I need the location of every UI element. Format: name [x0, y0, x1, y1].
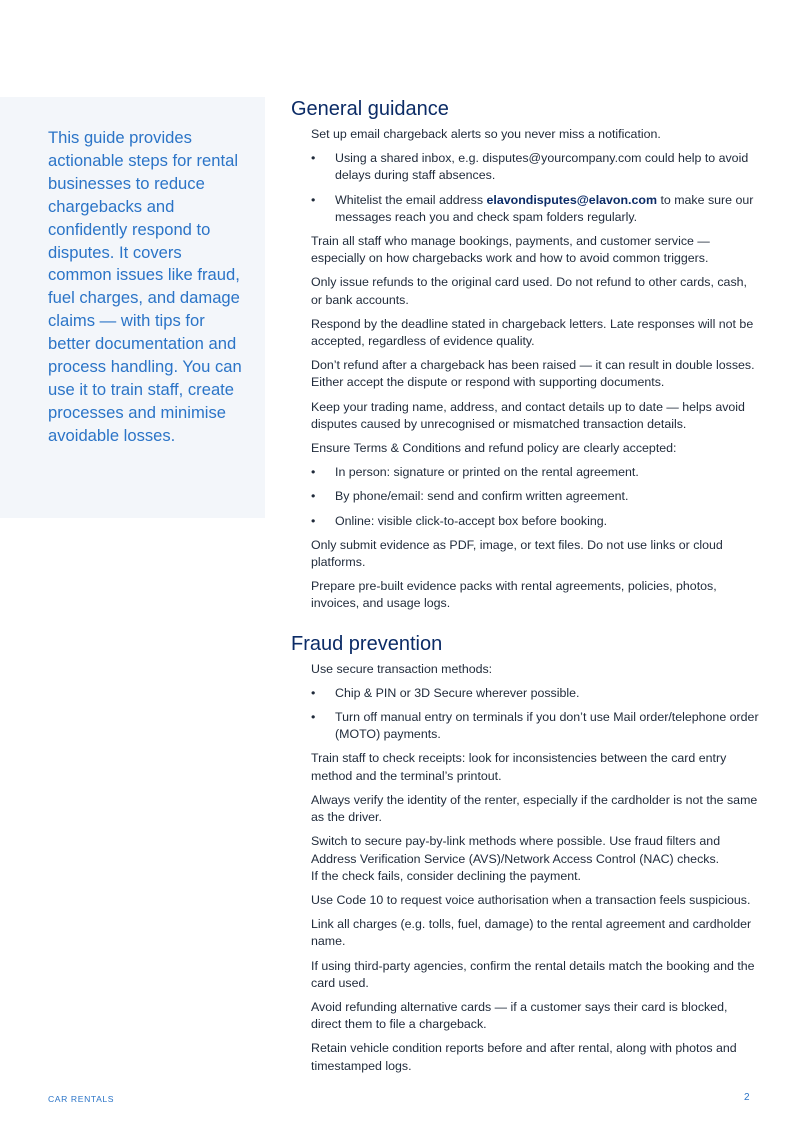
bullet-text: Chip & PIN or 3D Secure wherever possible. — [335, 685, 580, 700]
paragraph: Ensure Terms & Conditions and refund policy are clearly accepted: — [311, 441, 677, 456]
bullet-item — [311, 488, 761, 505]
paragraph: Avoid refunding alternative cards — if a customer says their card is blocked, direct them to file a chargeback. — [311, 999, 728, 1032]
paragraph: Train staff to check receipts: look for inconsistencies between the card entry method and the terminal’s printout. — [311, 751, 727, 783]
bullet-item — [311, 709, 761, 743]
paragraph: Retain vehicle condition reports before and after rental, along with photos and timestamped logs. — [311, 1041, 737, 1073]
paragraph: Use Code 10 to request voice authorisation when a transaction feels suspicious. — [311, 892, 751, 907]
bullet-icon: • — [311, 151, 316, 166]
bullet-item — [311, 150, 761, 184]
paragraph: Use secure transaction methods: — [311, 661, 493, 676]
bullet-text: Turn off manual entry on terminals if you don’t use Mail order/telephone order (MOTO) payments. — [335, 710, 759, 742]
paragraph: Link all charges (e.g. tolls, fuel, damage) to the rental agreement and cardholder name. — [311, 917, 752, 949]
paragraph: Only submit evidence as PDF, image, or text files. Do not use links or cloud platforms. — [311, 537, 723, 570]
bullet-text-suffix: to make sure our messages reach you and check spam folders regularly. — [335, 192, 754, 224]
paragraph: Only issue refunds to the original card used. Do not refund to other cards, cash, or bank accounts. — [311, 275, 747, 307]
bullet-icon: • — [311, 685, 316, 700]
footer-section-label: CAR RENTALS — [48, 1094, 115, 1104]
bullet-icon: • — [311, 192, 316, 207]
bullet-item — [311, 464, 761, 481]
page-number: 2 — [744, 1092, 750, 1103]
paragraph: Keep your trading name, address, and contact details up to date — helps avoid disputes caused by unrecognised or mismatched transaction details. — [311, 399, 745, 431]
disputes-email-link[interactable]: elavondisputes@elavon.com — [486, 192, 657, 207]
paragraph: If using third-party agencies, confirm the rental details match the booking and the card used. — [311, 958, 755, 990]
bullet-text: Online: visible click-to-accept box before booking. — [335, 513, 608, 528]
paragraph: Set up email chargeback alerts so you never miss a notification. — [311, 127, 661, 141]
general-guidance-section — [291, 96, 761, 613]
paragraph — [311, 833, 761, 885]
intro-text: This guide provides actionable steps for rental businesses to reduce chargebacks and confidently respond to disputes. It covers common issues like fraud, fuel charges, and damage claims — with tips for better documentation and process handling. You can use it to train staff, create processes and minimise avoidable losses. — [48, 128, 242, 445]
bullet-item — [311, 685, 761, 702]
bullet-item — [311, 513, 761, 530]
paragraph: Train all staff who manage bookings, payments, and customer service — especially on how chargebacks work and how to avoid common triggers. — [311, 234, 710, 266]
fraud-prevention-section — [291, 631, 761, 1075]
general-guidance-body — [291, 126, 761, 613]
bullet-icon: • — [311, 710, 316, 725]
paragraph-text: Switch to secure pay-by-link methods where possible. Use fraud filters and Address Verification Service (AVS)/Network Access Control (NAC) checks. — [311, 834, 721, 866]
paragraph: Prepare pre-built evidence packs with rental agreements, policies, photos, invoices, and usage logs. — [311, 579, 717, 611]
bullet-icon: • — [311, 513, 316, 528]
paragraph: Respond by the deadline stated in chargeback letters. Late responses will not be accepted, regardless of evidence quality. — [311, 316, 754, 349]
bullet-icon: • — [311, 465, 316, 480]
bullet-icon: • — [311, 489, 316, 504]
fraud-prevention-heading: Fraud prevention — [291, 632, 443, 655]
bullet-text: Using a shared inbox, e.g. disputes@yourcompany.com could help to avoid delays during staff absences. — [335, 151, 749, 183]
bullet-text: In person: signature or printed on the rental agreement. — [335, 465, 639, 480]
fraud-prevention-body — [291, 661, 761, 1075]
bullet-text-prefix: Whitelist the email address — [335, 192, 484, 207]
bullet-item — [311, 192, 761, 226]
general-guidance-heading: General guidance — [291, 98, 449, 120]
main-content — [291, 96, 761, 1082]
paragraph: Don’t refund after a chargeback has been raised — it can result in double losses. Either accept the dispute or respond with supporting documents. — [311, 358, 755, 390]
paragraph: Always verify the identity of the renter, especially if the cardholder is not the same as the driver. — [311, 792, 758, 825]
bullet-text: By phone/email: send and confirm written agreement. — [335, 489, 629, 504]
paragraph-text: If the check fails, consider declining the payment. — [311, 868, 581, 883]
